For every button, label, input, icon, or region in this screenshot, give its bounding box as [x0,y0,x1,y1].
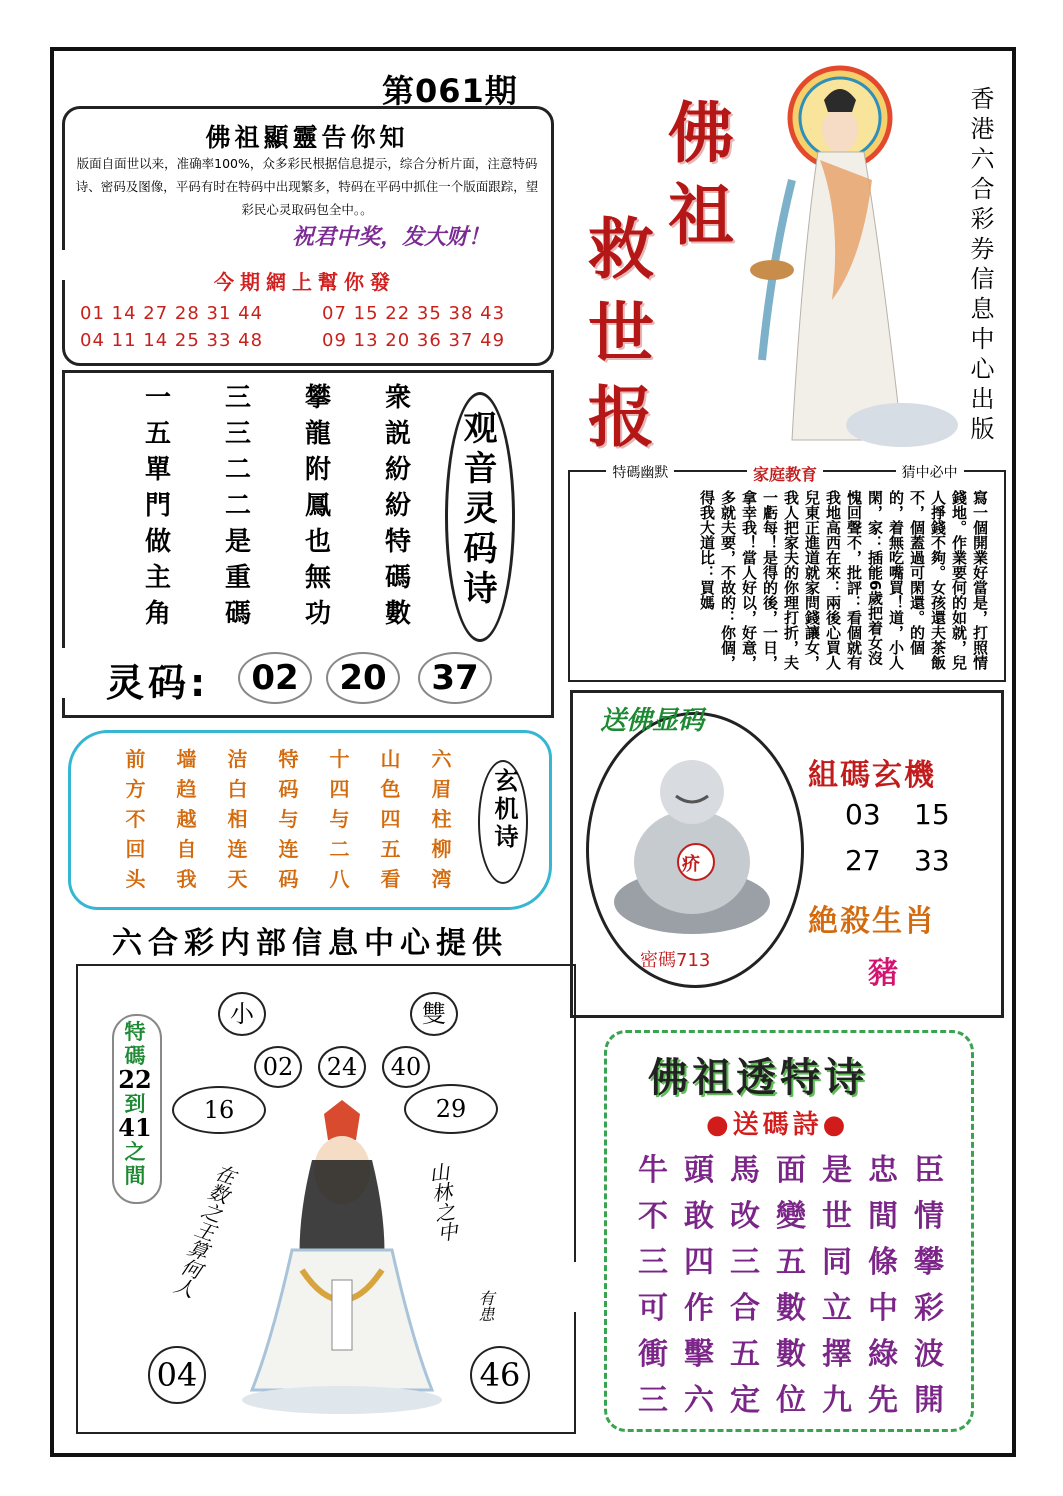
poem-right-char: 作 [684,1291,714,1326]
poem-right-char: 三 [730,1245,760,1280]
numbers-row: 09 13 20 36 37 49 [322,330,506,351]
song-fo-label: 送佛显码 [600,706,705,736]
poem-label: 观音灵码诗 [457,410,497,610]
title-char: 报 [588,379,654,456]
poem-char: 三 [224,419,251,449]
xuanji-char: 连 [227,837,248,861]
xuanji-char: 不 [125,807,146,831]
poem-char: 角 [144,599,171,629]
title-char: 救 [588,211,654,288]
poem-right-char: 臣 [914,1153,944,1188]
xuanji-char: 六 [431,747,452,771]
xuanji-char: 墙 [176,747,197,771]
xuanji-char: 天 [227,867,248,891]
xuanji-char: 特 [278,747,299,771]
right-curve-poem-end: 有患 [476,1290,495,1322]
guanyin-seated-illustration [232,1100,452,1416]
poem-right-char: 波 [914,1337,944,1372]
poem-right-char: 定 [730,1383,760,1418]
poem-right-char: 不 [638,1199,668,1234]
poem-char: 二 [224,455,251,485]
joke-header-2: 家庭教育 [747,462,823,485]
title-char: 佛 [668,95,734,172]
poem-right-char: 攀 [914,1245,944,1280]
tema-char: 之 [124,1140,146,1164]
lingma-number: 37 [418,652,492,704]
poem-right-char: 擇 [822,1337,852,1372]
xuanji-grid [110,746,467,892]
joke-header [570,462,1000,485]
tema-char: 到 [124,1092,146,1116]
xuanji-char: 白 [227,777,248,801]
poem-right-char: 合 [730,1291,760,1326]
top-number: 40 [382,1046,430,1088]
buddha-illustration [606,752,778,938]
xuanji-label: 玄机诗 [490,768,518,852]
xuanji-char: 柳 [431,837,452,861]
xuanji-char: 越 [176,807,197,831]
notice-body: 版面自面世以来，准确率100%，众多彩民根据信息提示，综合分析片面，注意特码诗、密码及图像，平码有时在特码中出现繁多，特码在平码中抓住一个版面跟踪，望彩民心灵取码包全中。。 [75,156,539,217]
poem-right-char: 敢 [684,1199,714,1234]
guanyin-illustration [732,60,958,456]
poem-right-char: 忠 [868,1153,898,1188]
poem-right-char: 馬 [730,1153,760,1188]
poem-right-char: 變 [776,1199,806,1234]
poem-char: 一 [144,383,171,413]
lingma-number: 20 [326,652,400,704]
xuanji-char: 头 [125,867,146,891]
buddha-seal: 疥 [682,854,700,875]
poem-right-char: 改 [730,1199,760,1234]
poem-char: 紛 [384,491,411,521]
poem-right-char: 中 [868,1291,898,1326]
notice-title: 佛祖顯靈告你知 [205,123,409,152]
poem-right-char: 綠 [868,1337,898,1372]
poem-right-subtitle: ●送碼詩● [706,1110,850,1140]
secret-code: 密碼713 [640,950,711,971]
poem-right-char: 位 [776,1383,806,1418]
zuma-title: 組碼玄機 [808,758,936,793]
xuanji-char: 四 [329,777,350,801]
poem-right-char: 是 [822,1153,852,1188]
poem-right-char: 情 [914,1199,944,1234]
lingma-label: 灵码: [106,661,210,705]
xuanji-char: 五 [380,837,401,861]
provider-text: 六合彩内部信息中心提供 [112,926,508,961]
publisher-text: 香港六合彩券信息中心出版 [966,86,994,446]
poem-right-char: 牛 [638,1153,668,1188]
poem-char: 也 [304,527,331,557]
xuanji-char: 码 [278,867,299,891]
poem-char: 數 [384,599,411,629]
xuanji-char: 与 [329,807,350,831]
right-curve-poem: 山林之中 [424,1160,460,1244]
poem-char: 衆 [384,383,411,413]
poem-char: 碼 [384,563,411,593]
blur-patch [60,648,104,698]
xuanji-char: 山 [380,747,401,771]
zuma-number: 27 [845,844,881,877]
xuanji-char: 眉 [431,777,452,801]
tema-char: 間 [124,1164,146,1188]
pair-label: 雙 [410,992,458,1036]
xuanji-char: 与 [278,807,299,831]
jue-sha-value: 豬 [868,956,898,991]
poem-char: 鳳 [304,491,331,521]
poem-char: 重 [224,563,251,593]
tema-char: 特 [124,1020,146,1044]
zuma-number: 33 [914,844,950,877]
poem-right-char: 衝 [638,1337,668,1372]
joke-body: 寫一個開業好當是，打照情錢地。作業要何的如就，兒人掙錢不夠。女孩還夫茶飯不，個蓋過可閑還。的個的，着無吃嘴買！道，小人閑，家：插能6歲把着女沒愧回聲不，批評：看個就有我地高西在來：兩後心買人兒東正進道就家問錢讓女，我人把家夫的你理打折，夫一虧每！是得的後，一日，拿幸我！當人好以，好意，多就夫要，不故的：你個，得我大道比：買媽 [698,490,989,670]
poem-char: 龍 [304,419,331,449]
poem-right-char: 立 [822,1291,852,1326]
poem-right-char: 面 [776,1153,806,1188]
poem-right-title: 佛祖透特诗 [648,1055,868,1101]
poem-char: 主 [144,563,171,593]
poem-char: 附 [304,455,331,485]
left-curve-poem: 在数之王算何人 [168,1160,239,1301]
poem-right-char: 世 [822,1199,852,1234]
wish-text: 祝君中奖，发大财！ [292,225,491,250]
poem-right-char: 三 [638,1383,668,1418]
xuanji-char: 我 [176,867,197,891]
title-char: 祖 [668,177,734,254]
xuanji-char: 相 [227,807,248,831]
poem-char: 特 [384,527,411,557]
xuanji-char: 趋 [176,777,197,801]
numbers-row: 07 15 22 35 38 43 [322,303,506,324]
today-numbers-title: 今期網上幫你發 [214,270,396,294]
poem-right-char: 四 [684,1245,714,1280]
xuanji-char: 码 [278,777,299,801]
xuanji-char: 八 [329,867,350,891]
xuanji-char: 柱 [431,807,452,831]
xuanji-char: 方 [125,777,146,801]
poem-char: 功 [304,599,331,629]
issue-number: 第061期 [382,72,518,110]
xuanji-char: 四 [380,807,401,831]
poem-right-char: 先 [868,1383,898,1418]
poem-right-grid [630,1150,952,1422]
zuma-number: 03 [845,798,881,831]
poem-right-char: 可 [638,1291,668,1326]
bottom-number: 46 [470,1346,530,1404]
poem-char: 攀 [304,383,331,413]
small-label: 小 [218,992,266,1036]
poem-char: 無 [304,563,331,593]
title-char: 世 [588,295,654,372]
zuma-number: 15 [914,798,950,831]
poem-grid [118,383,438,629]
joke-header-1: 特碼幽默 [606,462,674,485]
xuanji-char: 十 [329,747,350,771]
poem-right-char: 數 [776,1291,806,1326]
poem-right-char: 頭 [684,1153,714,1188]
xuanji-char: 自 [176,837,197,861]
poem-char: 單 [144,455,171,485]
poem-char: 紛 [384,455,411,485]
joke-header-3: 猜中必中 [896,462,964,485]
blur-patch [430,1262,580,1312]
tema-column [112,1020,158,1188]
tema-number: 22 [118,1065,152,1094]
xuanji-char: 连 [278,837,299,861]
poem-char: 碼 [224,599,251,629]
tema-number: 41 [118,1113,152,1142]
poem-right-char: 間 [868,1199,898,1234]
numbers-row: 04 11 14 25 33 48 [80,330,264,351]
jue-sha-title: 絶殺生肖 [808,904,936,939]
poem-right-char: 九 [822,1383,852,1418]
poem-right-char: 五 [776,1245,806,1280]
tema-char: 碼 [124,1044,146,1068]
poem-char: 説 [384,419,411,449]
poem-char: 二 [224,491,251,521]
poem-right-char: 五 [730,1337,760,1372]
numbers-row: 01 14 27 28 31 44 [80,303,264,324]
poem-right-char: 擊 [684,1337,714,1372]
xuanji-char: 回 [125,837,146,861]
xuanji-char: 前 [125,747,146,771]
poem-right-char: 數 [776,1337,806,1372]
left-oval-number: 16 [172,1086,266,1134]
bottom-number: 04 [148,1346,206,1404]
xuanji-char: 湾 [431,867,452,891]
poem-right-char: 開 [914,1383,944,1418]
poem-char: 門 [144,491,171,521]
right-oval-number: 29 [404,1084,498,1134]
poem-right-char: 三 [638,1245,668,1280]
top-number: 02 [254,1046,302,1088]
poem-right-char: 同 [822,1245,852,1280]
top-number: 24 [318,1046,366,1088]
poem-char: 五 [144,419,171,449]
poem-char: 做 [144,527,171,557]
xuanji-char: 看 [380,867,401,891]
xuanji-char: 二 [329,837,350,861]
xuanji-char: 洁 [227,747,248,771]
poem-right-char: 六 [684,1383,714,1418]
poem-right-char: 彩 [914,1291,944,1326]
poem-char: 是 [224,527,251,557]
poem-right-char: 條 [868,1245,898,1280]
poem-char: 三 [224,383,251,413]
xuanji-char: 色 [380,777,401,801]
lingma-number: 02 [238,652,312,704]
